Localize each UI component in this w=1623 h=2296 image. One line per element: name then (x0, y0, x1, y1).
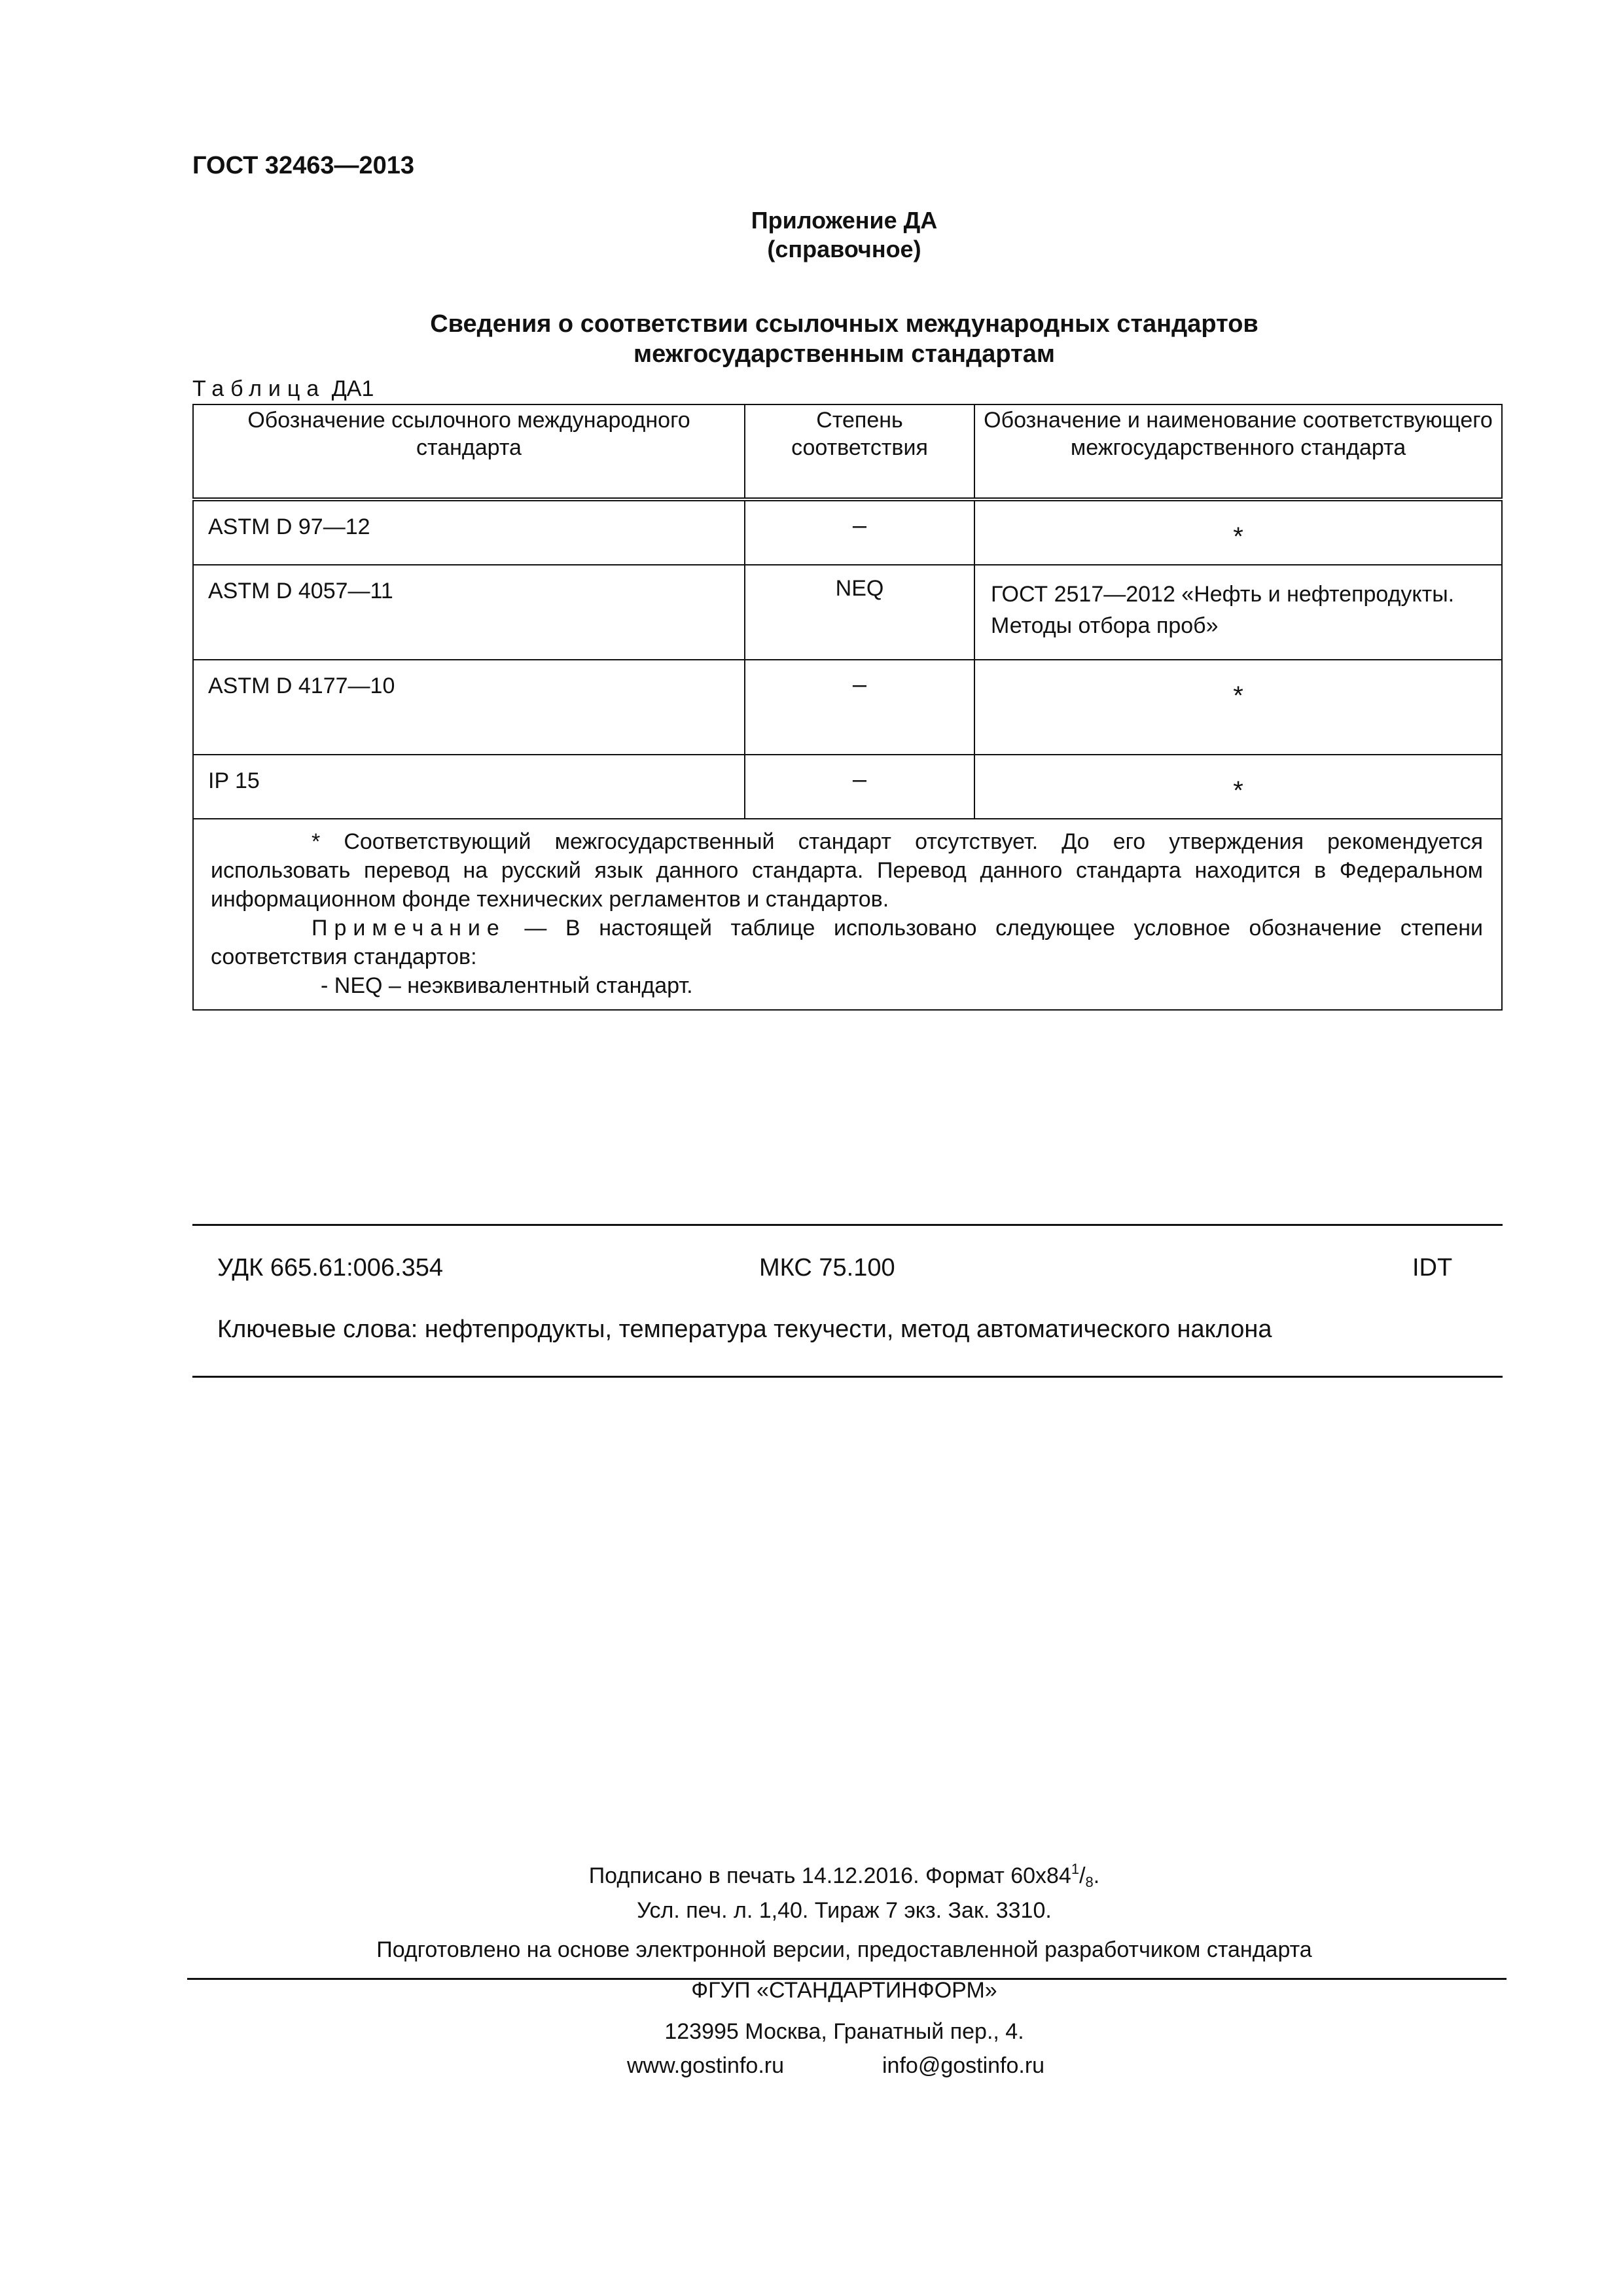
annex-title: Приложение ДА (751, 207, 938, 234)
table-footnote: * Соответствующий межгосударственный стандарт отсутствует. До его утверждения рекомендуется использовать перевод на русский язык данного стандарта. Перевод данного стандарта находится в Федеральном информационном фонде технических регламентов и стандартов. (211, 829, 1483, 912)
degree-cell: – (745, 499, 974, 565)
section-title-line-2: межгосударственным стандартам (633, 340, 1055, 368)
annex-type: (справочное) (767, 236, 921, 262)
header-reference-standard: Обозначение ссылочного международного стандарта (193, 404, 745, 499)
table-notes-row (193, 819, 1502, 1010)
section-title (0, 309, 1623, 369)
interstate-standard-cell: * (974, 499, 1502, 565)
format-end: . (1093, 1863, 1100, 1888)
publisher-email[interactable]: info@gostinfo.ru (882, 2053, 1045, 2078)
note-label: Примечание (312, 916, 506, 941)
correspondence-table (192, 404, 1503, 1011)
note-text: — В настоящей таблице использовано следующее условное обозначение степени соответствия стандартов: (211, 916, 1483, 969)
format-sub: 8 (1085, 1874, 1094, 1890)
mks-code: МКС 75.100 (759, 1254, 895, 1282)
table-header-row (193, 404, 1502, 499)
keywords: Ключевые слова: нефтепродукты, температура текучести, метод автоматического наклона (217, 1316, 1272, 1343)
table-label-word: Таблица (192, 376, 326, 401)
degree-cell: – (745, 660, 974, 755)
udk-code: УДК 665.61:006.354 (217, 1254, 444, 1282)
reference-standard-cell: ASTM D 4177—10 (193, 660, 745, 755)
imprint-signed-text: Подписано в печать 14.12.2016. Формат 60x84 (588, 1863, 1071, 1888)
divider-top (192, 1224, 1503, 1226)
table-label (192, 376, 374, 402)
header-interstate-standard: Обозначение и наименование соответствующего межгосударственного стандарта (974, 404, 1502, 499)
format-sup: 1 (1071, 1861, 1080, 1877)
publisher-address: 123995 Москва, Гранатный пер., 4. (664, 2019, 1024, 2044)
table-row (193, 499, 1502, 565)
interstate-standard-cell: * (974, 660, 1502, 755)
divider-bottom (192, 1376, 1503, 1378)
table-label-id: ДА1 (331, 376, 374, 401)
publisher: ФГУП «СТАНДАРТИНФОРМ» (691, 1978, 997, 2003)
imprint-signed: Подписано в печать 14.12.2016. Формат $60x84^1/_8$. (588, 1861, 1100, 1890)
note-list-item: - NEQ – неэквивалентный стандарт. (321, 973, 693, 998)
reference-standard-cell: ASTM D 97—12 (193, 499, 745, 565)
reference-standard-cell: IP 15 (193, 755, 745, 819)
reference-standard-cell: ASTM D 4057—11 (193, 565, 745, 660)
section-title-line-1: Сведения о соответствии ссылочных международных стандартов (430, 310, 1258, 338)
publisher-website[interactable]: www.gostinfo.ru (627, 2053, 784, 2078)
table-row (193, 565, 1502, 660)
degree-cell: NEQ (745, 565, 974, 660)
degree-cell: – (745, 755, 974, 819)
imprint-print-info: Усл. печ. л. 1,40. Тираж 7 экз. Зак. 3310. (637, 1898, 1052, 1923)
table-row (193, 755, 1502, 819)
table-notes-cell (193, 819, 1502, 1010)
imprint-prepared: Подготовлено на основе электронной версии, предоставленной разработчиком стандарта (376, 1937, 1312, 1962)
interstate-standard-cell: ГОСТ 2517—2012 «Нефть и нефтепродукты. Методы отбора проб» (974, 565, 1502, 660)
document-code: ГОСТ 32463—2013 (192, 152, 415, 179)
idt-mark: IDT (1412, 1254, 1453, 1282)
table-note (211, 914, 1483, 971)
table-row (193, 660, 1502, 755)
interstate-standard-cell: * (974, 755, 1502, 819)
header-degree: Степень соответствия (745, 404, 974, 499)
